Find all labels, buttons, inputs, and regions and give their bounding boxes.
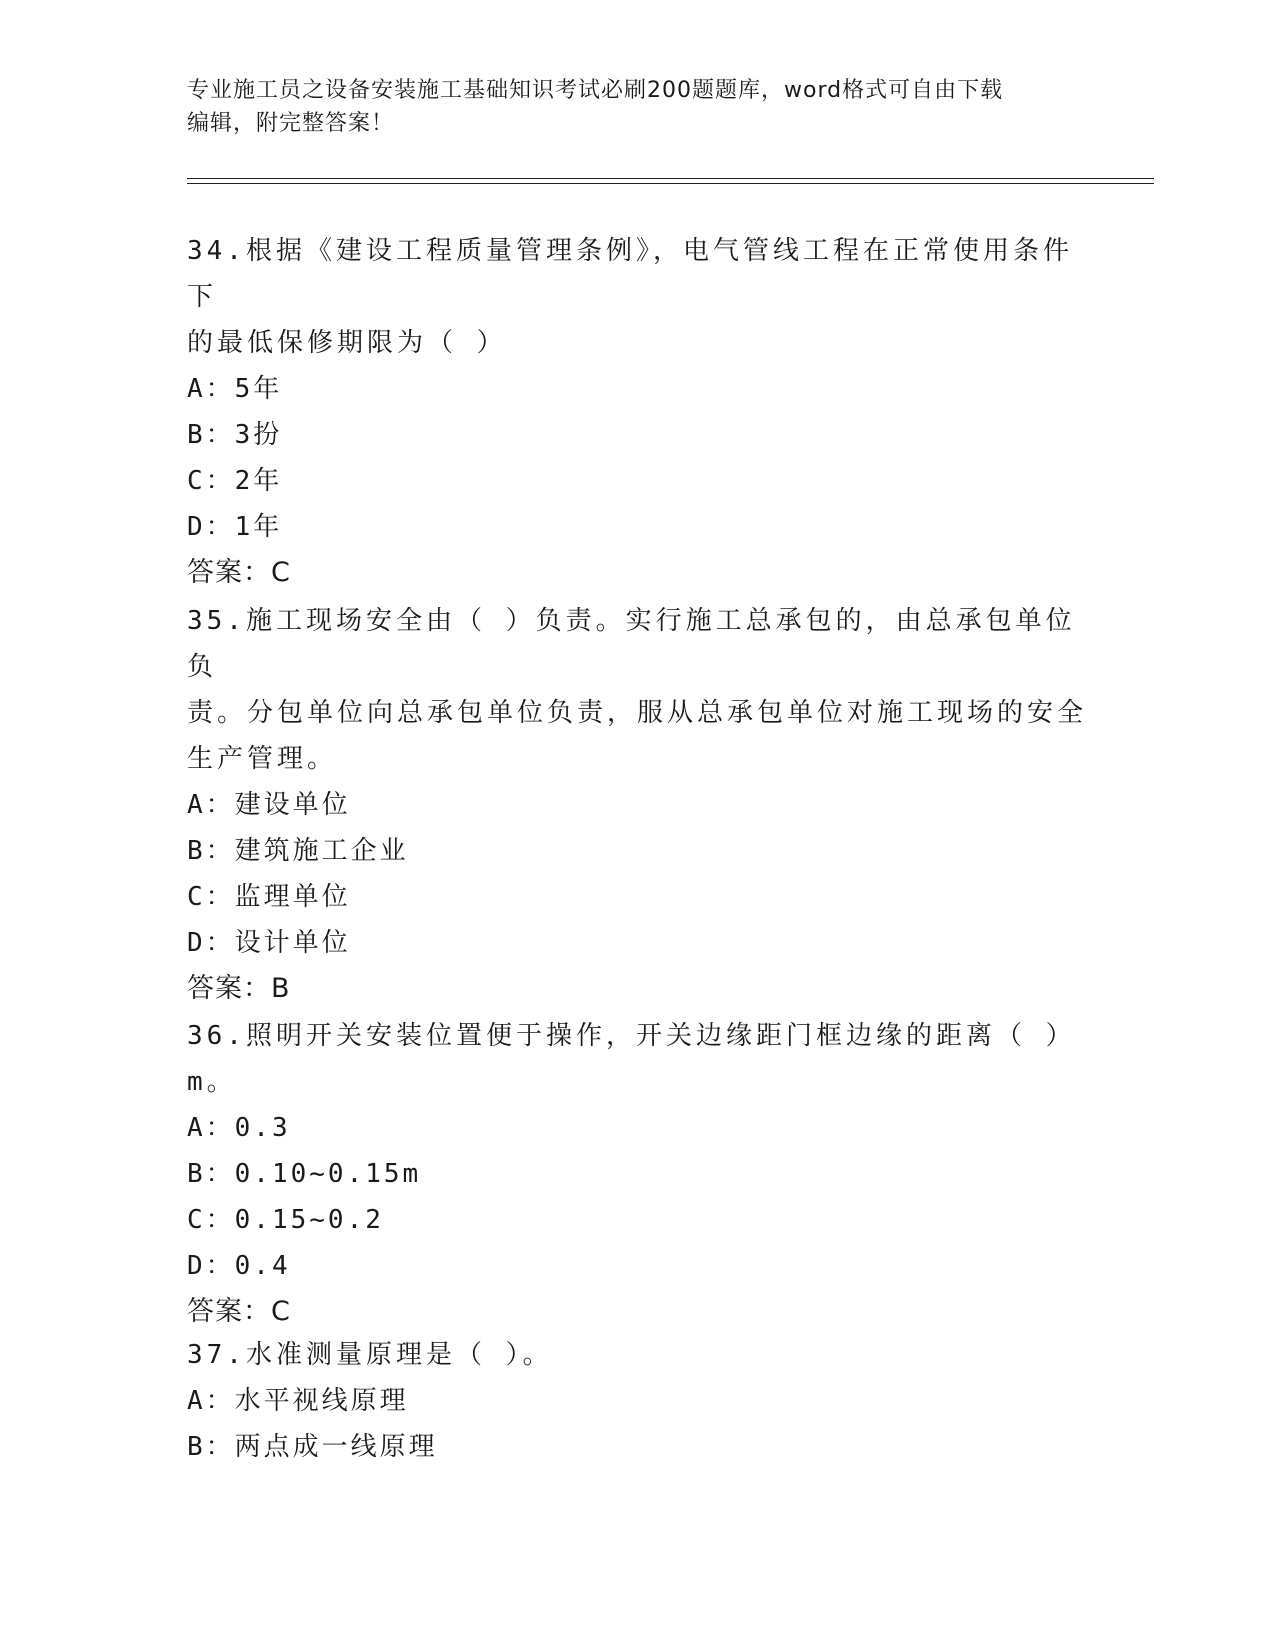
answer-text: 答案：B [187,973,291,1004]
question-37 [187,1332,1087,1470]
option-c: C：2年 [187,466,283,496]
option-a: A：建设单位 [187,790,351,820]
header-line-1: 专业施工员之设备安装施工基础知识考试必刷200题题库，word格式可自由下载 [187,78,1004,103]
option-d: D：设计单位 [187,928,351,958]
option-c: C：0.15~0.2 [187,1205,384,1235]
option-d: D：0.4 [187,1251,291,1281]
option-b: B：0.10~0.15m [187,1159,422,1189]
question-stem: 37.水准测量原理是（ ）。 [187,1340,553,1370]
question-stem: 的最低保修期限为（ ） [187,328,507,358]
option-b: B：建筑施工企业 [187,836,409,866]
option-b: B：3扮 [187,420,283,450]
option-d: D：1年 [187,512,283,542]
option-a: A：5年 [187,374,283,404]
question-36 [187,1013,1087,1335]
question-stem: 生产管理。 [187,744,338,774]
question-35 [187,598,1087,1012]
header-line-2: 编辑，附完整答案！ [187,111,395,136]
question-stem: 35.施工现场安全由（ ）负责。实行施工总承包的，由总承包单位负 [187,606,1076,682]
header-divider-bottom [187,183,1154,184]
option-a: A：水平视线原理 [187,1386,409,1416]
question-stem: 36.照明开关安装位置便于操作，开关边缘距门框边缘的距离（ ）m。 [187,1021,1076,1097]
option-b: B：两点成一线原理 [187,1432,438,1462]
option-c: C：监理单位 [187,882,351,912]
option-a: A：0.3 [187,1113,291,1143]
question-34 [187,228,1087,596]
answer-text: 答案：C [187,1296,291,1327]
question-stem: 34.根据《建设工程质量管理条例》，电气管线工程在正常使用条件下 [187,236,1073,312]
document-header [187,74,1087,140]
question-stem: 责。分包单位向总承包单位负责，服从总承包单位对施工现场的安全 [187,698,1088,728]
answer-text: 答案：C [187,557,291,588]
header-divider-top [187,178,1154,179]
